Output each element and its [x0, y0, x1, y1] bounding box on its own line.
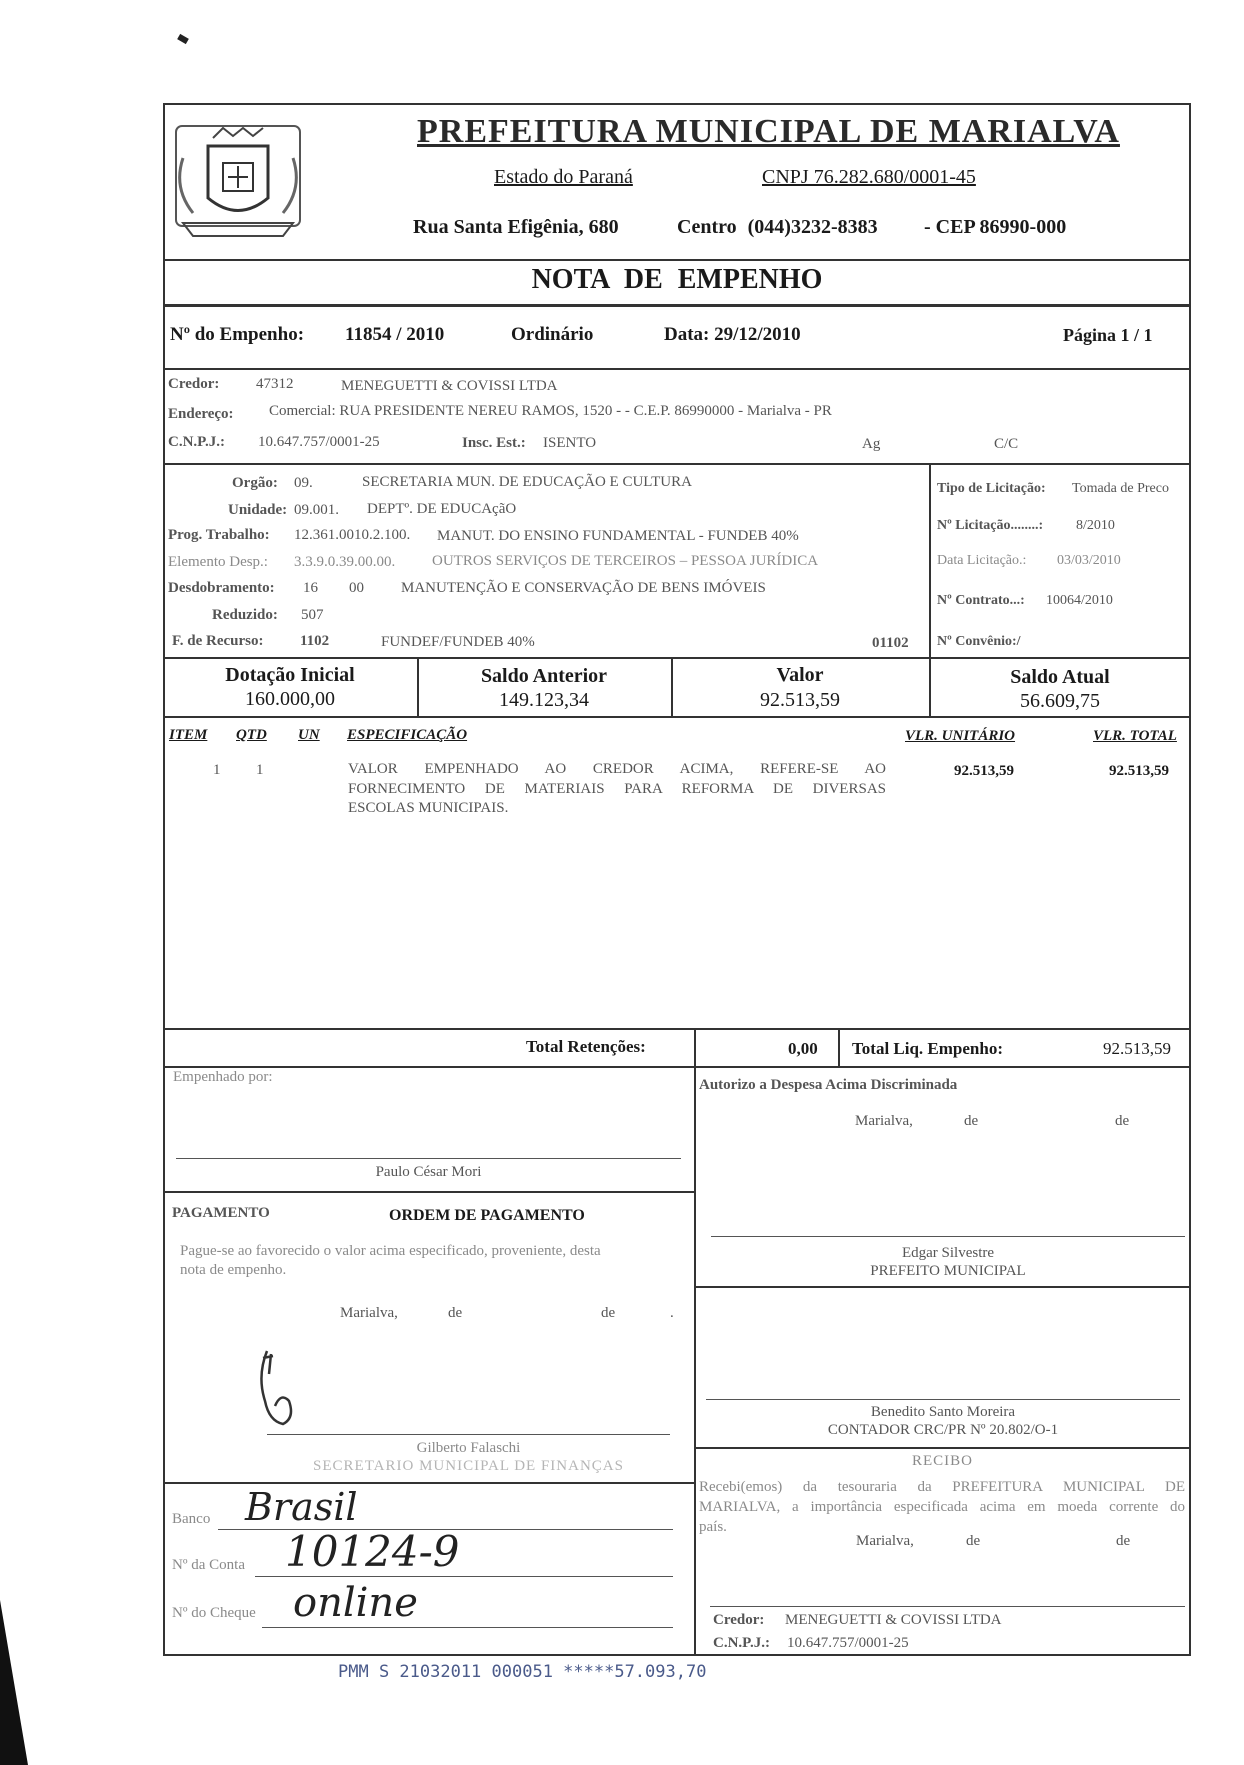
- credor-name: MENEGUETTI & COVISSI LTDA: [341, 378, 558, 394]
- banco-label: Banco: [172, 1511, 211, 1527]
- unidade-label: Unidade:: [228, 502, 288, 518]
- convenio-label: Nº Convênio:/: [937, 634, 1021, 649]
- scan-dot: [177, 34, 189, 44]
- recibo-text-2: MARIALVA, a importância especificada acima em moeda corrente do: [699, 1499, 1185, 1515]
- recibo-credor-label: Credor:: [713, 1612, 765, 1628]
- pagamento-label: PAGAMENTO: [172, 1205, 270, 1221]
- total-retencoes-label: Total Retenções:: [526, 1037, 646, 1056]
- recurso-code2: 01102: [872, 635, 909, 651]
- contrato-value: 10064/2010: [1046, 593, 1113, 608]
- elemento-label: Elemento Desp.:: [168, 554, 268, 570]
- orgao-value: SECRETARIA MUN. DE EDUCAÇÃO E CULTURA: [362, 474, 692, 490]
- header-cep: - CEP 86990-000: [924, 216, 1067, 238]
- saldo-value-3: 56.609,75: [1020, 690, 1100, 712]
- total-liq-label: Total Liq. Empenho:: [852, 1039, 1003, 1058]
- item-number: 1: [213, 762, 221, 778]
- unidade-value: DEPTº. DE EDUCAçãO: [367, 501, 517, 517]
- header-district-phone: Centro (044)3232-8383: [677, 216, 878, 238]
- empenho-type: Ordinário: [511, 324, 594, 345]
- empenho-number-label: Nº do Empenho:: [170, 324, 305, 345]
- recibo-text-1: Recebi(emos) da tesouraria da PREFEITURA MUNICIPAL DE: [699, 1479, 1185, 1495]
- recibo-label: RECIBO: [911, 1453, 973, 1469]
- header-cnpj: CNPJ 76.282.680/0001-45: [762, 166, 976, 188]
- header-title: PREFEITURA MUNICIPAL DE MARIALVA: [417, 113, 1120, 150]
- col-item: ITEM: [169, 727, 208, 743]
- ordem-label: ORDEM DE PAGAMENTO: [389, 1207, 585, 1224]
- licitacao-tipo: Tomada de Preco: [1072, 481, 1169, 496]
- recibo-city: Marialva,: [856, 1533, 914, 1549]
- autorizo-de-1: de: [964, 1113, 979, 1129]
- recibo-cnpj-label: C.N.P.J.:: [713, 1635, 770, 1651]
- secretary-role: SECRETARIO MUNICIPAL DE FINANÇAS: [313, 1458, 624, 1474]
- col-spec: ESPECIFICAÇÃO: [347, 727, 468, 743]
- header-state: Estado do Paraná: [494, 166, 633, 188]
- empenhado-label: Empenhado por:: [173, 1069, 273, 1085]
- conta-handwritten: 10124-9: [285, 1527, 460, 1576]
- coat-of-arms-logo: [168, 118, 308, 253]
- recibo-de-1: de: [966, 1533, 981, 1549]
- cc-label: C/C: [994, 436, 1019, 452]
- licitacao-data: 03/03/2010: [1057, 553, 1121, 568]
- credor-cnpj-label: C.N.P.J.:: [168, 434, 225, 450]
- elemento-code: 3.3.9.0.39.00.00.: [294, 554, 396, 570]
- licitacao-num-label: Nº Licitação........:: [937, 518, 1044, 533]
- item-qtd: 1: [256, 762, 264, 778]
- saldo-value-1: 149.123,34: [499, 689, 589, 711]
- desdobramento-code2: 00: [349, 580, 364, 596]
- secretary-name: Gilberto Falaschi: [416, 1440, 521, 1456]
- item-spec-line-3: ESCOLAS MUNICIPAIS.: [348, 800, 509, 816]
- prefeito-name: Edgar Silvestre: [901, 1245, 995, 1261]
- empenho-page: Página 1 / 1: [1063, 325, 1153, 345]
- contador-name: Benedito Santo Moreira: [870, 1404, 1016, 1420]
- autorizo-city: Marialva,: [855, 1113, 913, 1129]
- empenho-number: 11854 / 2010: [345, 324, 445, 345]
- banco-handwritten: Brasil: [245, 1485, 358, 1529]
- insc-label: Insc. Est.:: [462, 435, 526, 451]
- item-spec-line-2: FORNECIMENTO DE MATERIAIS PARA REFORMA DE DIVERSAS: [348, 781, 886, 797]
- recibo-de-2: de: [1116, 1533, 1131, 1549]
- saldo-label-1: Saldo Anterior: [480, 665, 608, 687]
- ag-label: Ag: [862, 436, 881, 452]
- empenhado-name: Paulo César Mori: [375, 1164, 482, 1180]
- item-unit-value: 92.513,59: [954, 763, 1014, 779]
- licitacao-num: 8/2010: [1076, 518, 1115, 533]
- pag-dot: .: [670, 1305, 674, 1321]
- pag-city: Marialva,: [340, 1305, 398, 1321]
- licitacao-tipo-label: Tipo de Licitação:: [937, 481, 1046, 496]
- prefeito-role: PREFEITO MUNICIPAL: [870, 1263, 1026, 1279]
- document-title: NOTA DE EMPENHO: [531, 264, 823, 295]
- scan-mark: [0, 1600, 28, 1765]
- contrato-label: Nº Contrato...:: [937, 593, 1025, 608]
- recurso-code: 1102: [300, 633, 330, 649]
- recurso-value: FUNDEF/FUNDEB 40%: [381, 634, 535, 650]
- recibo-cnpj: 10.647.757/0001-25: [787, 1635, 909, 1651]
- address-value: Comercial: RUA PRESIDENTE NEREU RAMOS, 1520 - - C.E.P. 86990000 - Marialva - PR: [269, 403, 832, 419]
- desdobramento-code: 16: [303, 580, 318, 596]
- recibo-credor: MENEGUETTI & COVISSI LTDA: [785, 1612, 1002, 1628]
- unidade-code: 09.001.: [294, 502, 339, 518]
- autorizo-de-2: de: [1115, 1113, 1130, 1129]
- desdobramento-label: Desdobramento:: [168, 580, 275, 596]
- reduzido-value: 507: [301, 607, 324, 623]
- total-liq-value: 92.513,59: [1103, 1039, 1171, 1058]
- recibo-text-3: país.: [699, 1519, 727, 1535]
- address-label: Endereço:: [168, 406, 234, 422]
- cheque-handwritten: online: [293, 1580, 418, 1626]
- secretary-signature: [255, 1346, 315, 1436]
- orgao-label: Orgão:: [232, 475, 278, 491]
- cheque-label: Nº do Cheque: [172, 1605, 256, 1621]
- payment-stamp: PMM S 21032011 000051 *****57.093,70: [338, 1662, 707, 1682]
- contador-role: CONTADOR CRC/PR Nº 20.802/O-1: [827, 1422, 1059, 1438]
- col-unit-value: VLR. UNITÁRIO: [905, 728, 1016, 744]
- col-total-value: VLR. TOTAL: [1093, 728, 1177, 744]
- pag-de-1: de: [448, 1305, 463, 1321]
- item-spec-line-1: VALOR EMPENHADO AO CREDOR ACIMA, REFERE-SE AO: [348, 761, 886, 777]
- pag-de-2: de: [601, 1305, 616, 1321]
- autorizo-label: Autorizo a Despesa Acima Discriminada: [699, 1077, 958, 1093]
- credor-code: 47312: [256, 376, 294, 392]
- saldo-label-0: Dotação Inicial: [225, 664, 355, 686]
- empenho-date: Data: 29/12/2010: [664, 324, 801, 345]
- col-qtd: QTD: [236, 727, 267, 743]
- saldo-label-3: Saldo Atual: [1010, 666, 1110, 688]
- insc-value: ISENTO: [543, 435, 597, 451]
- prog-label: Prog. Trabalho:: [168, 527, 270, 543]
- saldo-label-2: Valor: [776, 664, 824, 686]
- prog-value: MANUT. DO ENSINO FUNDAMENTAL - FUNDEB 40%: [437, 528, 799, 544]
- header-street: Rua Santa Efigênia, 680: [413, 216, 619, 238]
- saldo-value-2: 92.513,59: [760, 689, 840, 711]
- prog-code: 12.361.0010.2.100.: [294, 527, 411, 543]
- recurso-label: F. de Recurso:: [172, 633, 264, 649]
- col-un: UN: [298, 727, 320, 743]
- saldo-value-0: 160.000,00: [245, 688, 335, 710]
- total-retencoes-value: 0,00: [788, 1039, 818, 1058]
- credor-cnpj: 10.647.757/0001-25: [258, 434, 380, 450]
- conta-label: Nº da Conta: [172, 1557, 245, 1573]
- reduzido-label: Reduzido:: [212, 607, 278, 623]
- item-total-value: 92.513,59: [1109, 763, 1169, 779]
- credor-label: Credor:: [168, 376, 220, 392]
- pagamento-text-1: Pague-se ao favorecido o valor acima especificado, proveniente, desta: [180, 1243, 601, 1259]
- desdobramento-value: MANUTENÇÃO E CONSERVAÇÃO DE BENS IMÓVEIS: [401, 580, 766, 596]
- elemento-value: OUTROS SERVIÇOS DE TERCEIROS – PESSOA JURÍDICA: [432, 553, 819, 569]
- licitacao-data-label: Data Licitação.:: [937, 553, 1027, 568]
- pagamento-text-2: nota de empenho.: [180, 1262, 287, 1278]
- orgao-code: 09.: [294, 475, 313, 491]
